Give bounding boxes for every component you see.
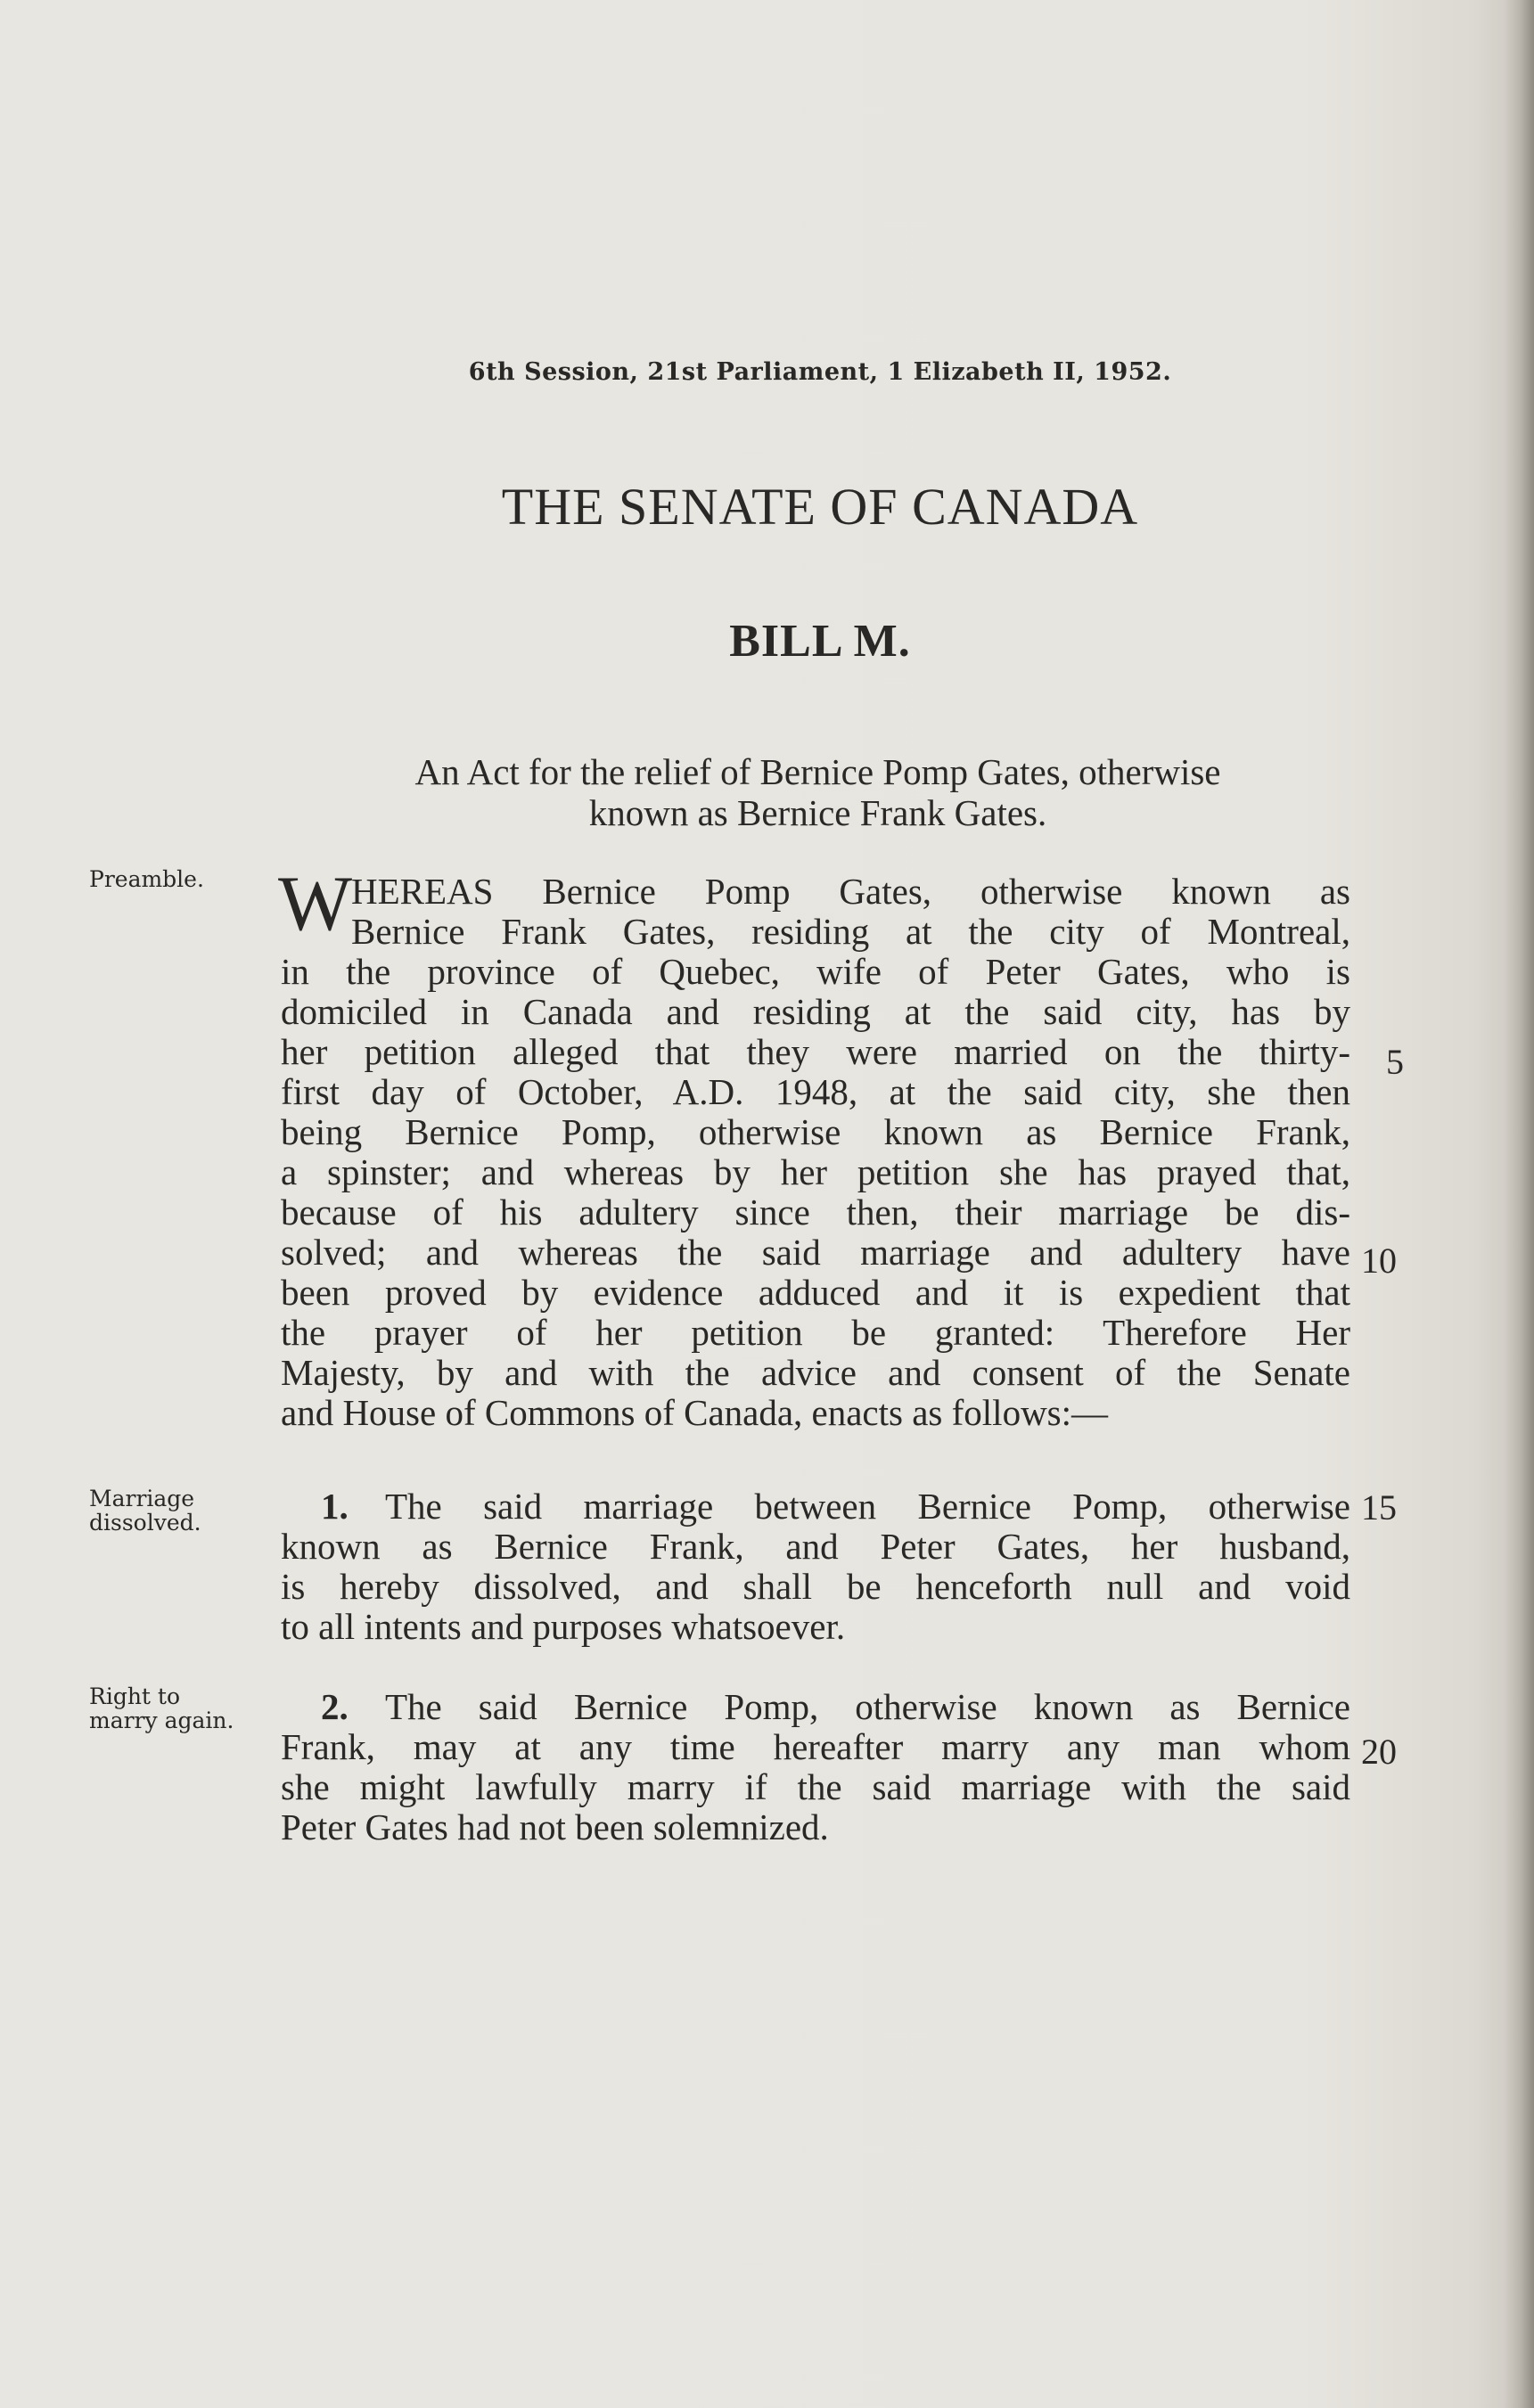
body-line: to all intents and purposes whatsoever. — [281, 1606, 846, 1647]
body-line: The said marriage between Bernice Pomp, otherwise — [385, 1486, 1350, 1527]
body-line: solved; and whereas the said marriage and adultery have — [281, 1232, 1350, 1273]
senate-title: THE SENATE OF CANADA — [501, 478, 1139, 536]
body-line: HEREAS Bernice Pomp Gates, otherwise known as — [351, 871, 1350, 912]
body-line: first day of October, A.D. 1948, at the said city, she then — [281, 1071, 1350, 1112]
body-line: being Bernice Pomp, otherwise known as Bernice Frank, — [281, 1111, 1350, 1152]
act-title — [281, 751, 1355, 833]
drop-cap: W — [278, 861, 353, 947]
body-line: The said Bernice Pomp, otherwise known as Bernice — [385, 1686, 1350, 1727]
body-line: been proved by evidence adduced and it is expedient that — [281, 1272, 1350, 1313]
section-number-label: 1. — [321, 1486, 349, 1527]
margin-note-right-to-marry — [89, 1684, 234, 1732]
bill-title: BILL M. — [729, 616, 911, 667]
section-number-label: 2. — [321, 1686, 349, 1727]
act-title-line: An Act for the relief of Bernice Pomp Gates, otherwise — [414, 751, 1221, 792]
margin-note-text: Preamble. — [89, 866, 204, 892]
margin-note-preamble — [89, 867, 204, 891]
body-line: and House of Commons of Canada, enacts as follows:— — [281, 1392, 1109, 1433]
margin-note-text: marry again. — [89, 1708, 234, 1733]
body-line: is hereby dissolved, and shall be henceforth null and void — [281, 1566, 1350, 1607]
line-number: 15 — [1361, 1487, 1397, 1528]
body-line: the prayer of her petition be granted: Therefore Her — [281, 1312, 1350, 1353]
body-line: known as Bernice Frank, and Peter Gates, her husband, — [281, 1526, 1350, 1567]
margin-note-text: Marriage — [89, 1486, 195, 1511]
body-line: a spinster; and whereas by her petition she has prayed that, — [281, 1151, 1350, 1192]
line-number: 5 — [1386, 1042, 1404, 1082]
line-number: 20 — [1361, 1732, 1397, 1772]
body-line: she might lawfully marry if the said marriage with the said — [281, 1766, 1350, 1807]
body-line: Peter Gates had not been solemnized. — [281, 1806, 829, 1847]
act-title-line: known as Bernice Frank Gates. — [588, 792, 1047, 833]
body-line: because of his adultery since then, their marriage be dis- — [281, 1192, 1350, 1233]
body-line: Bernice Frank Gates, residing at the city of Montreal, — [351, 911, 1350, 952]
line-number: 10 — [1361, 1241, 1397, 1281]
body-line: in the province of Quebec, wife of Peter Gates, who is — [281, 951, 1350, 992]
margin-note-text: Right to — [89, 1683, 181, 1709]
body-line: domiciled in Canada and residing at the said city, has by — [281, 991, 1350, 1032]
margin-note-marriage-dissolved — [89, 1487, 201, 1535]
body-line: Frank, may at any time hereafter marry any man whom — [281, 1726, 1350, 1767]
session-line: 6th Session, 21st Parliament, 1 Elizabeth II, 1952. — [468, 358, 1172, 386]
body-line: her petition alleged that they were married on the thirty- — [281, 1031, 1350, 1072]
margin-note-text: dissolved. — [89, 1510, 201, 1536]
body-line: Majesty, by and with the advice and consent of the Senate — [281, 1352, 1350, 1393]
